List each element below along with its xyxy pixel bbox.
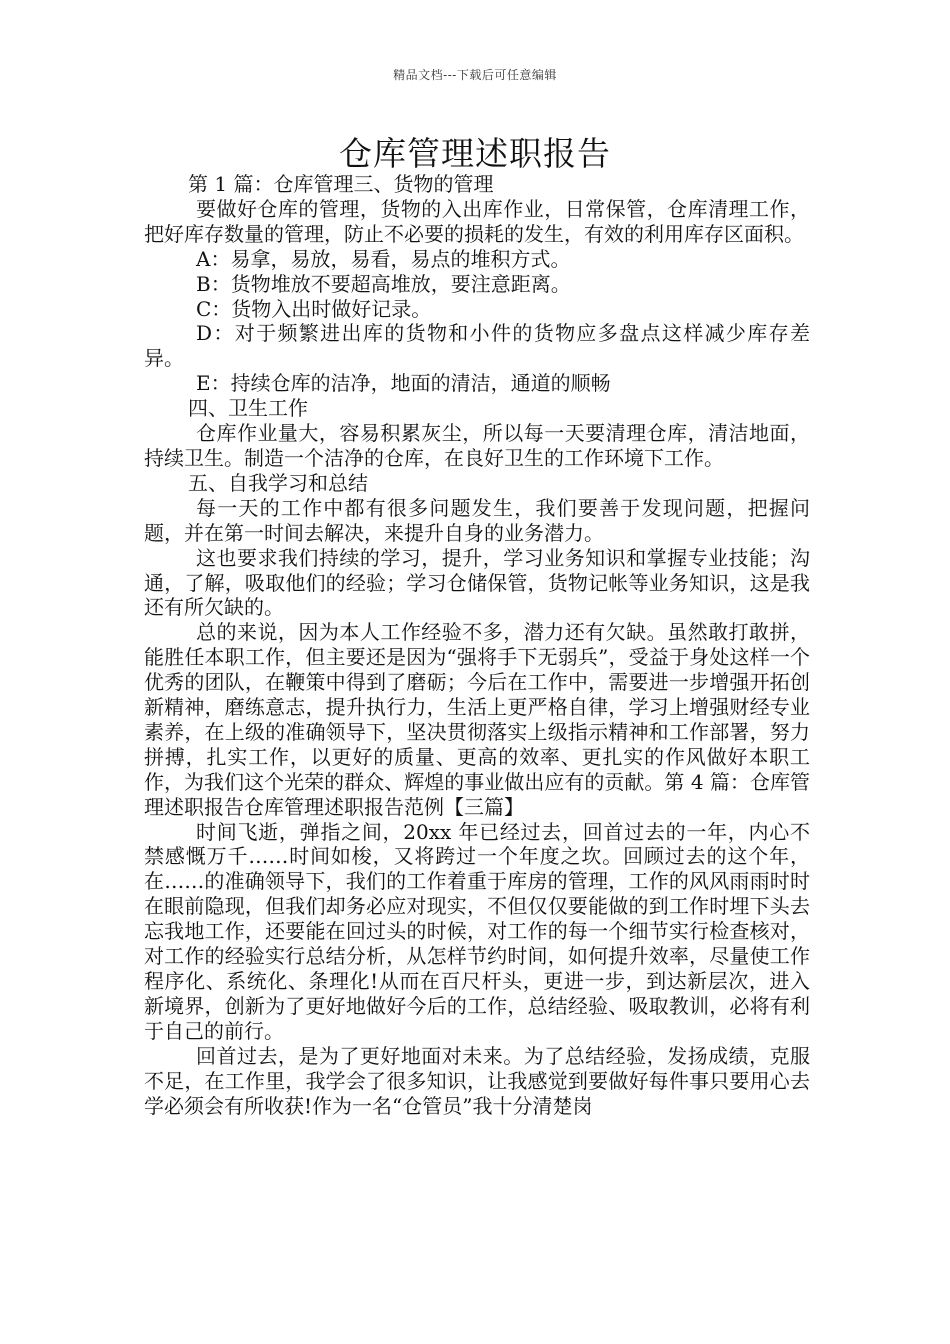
paragraph: 时间飞逝，弹指之间，20xx 年已经过去，回首过去的一年，内心不禁感慨万千……时间如梭，又将跨过一个年度之坎。回顾过去的这个年，在……的准确领导下，我们的工作着重于库房的管理，工作的风风雨雨时时在眼前隐现，但我们却务必应对现实，不但仅仅要能做的到工作时埋下头去忘我地工作，还要能在回过头的时候，对工作的每一个细节实行检查核对，对工作的经验实行总结分析，从怎样节约时间，如何提升效率，尽量使工作程序化、系统化、条理化!从而在百尺杆头，更进一步，到达新层次，进入新境界，创新为了更好地做好今后的工作，总结经验、吸取教训，必将有利于自己的前行。	[144, 819, 810, 1043]
paragraph: 总的来说，因为本人工作经验不多，潜力还有欠缺。虽然敢打敢拼，能胜任本职工作，但主要还是因为“强将手下无弱兵”，受益于身处这样一个优秀的团队，在鞭策中得到了磨砺；今后在工作中，需要进一步增强开拓创新精神，磨练意志，提升执行力，生活上更严格自律，学习上增强财经专业素养，在上级的准确领导下，坚决贯彻落实上级指示精神和工作部署，努力拼搏，扎实工作，以更好的质量、更高的效率、更扎实的作风做好本职工作，为我们这个光荣的群众、辉煌的事业做出应有的贡献。第 4 篇：仓库管理述职报告仓库管理述职报告范例【三篇】	[144, 620, 810, 819]
paragraph: 每一天的工作中都有很多问题发生，我们要善于发现问题，把握问题，并在第一时间去解决，来提升自身的业务潜力。	[144, 495, 810, 545]
paragraph: 要做好仓库的管理，货物的入出库作业，日常保管，仓库清理工作，把好库存数量的管理，防止不必要的损耗的发生，有效的利用库存区面积。	[144, 196, 810, 246]
document-title: 仓库管理述职报告	[339, 134, 611, 173]
list-item: E：持续仓库的洁净，地面的清洁，通道的顺畅	[196, 371, 611, 396]
section-heading: 四、卫生工作	[188, 396, 308, 421]
list-item: A：易拿，易放，易看，易点的堆积方式。	[196, 246, 571, 271]
section-heading: 五、自我学习和总结	[188, 470, 368, 495]
section-heading: 第 1 篇：仓库管理三、货物的管理	[188, 172, 494, 196]
header-note: 精品文档---下载后可任意编辑	[393, 68, 557, 82]
paragraph: 仓库作业量大，容易积累灰尘，所以每一天要清理仓库，清洁地面，持续卫生。制造一个洁净的仓库，在良好卫生的工作环境下工作。	[144, 421, 810, 470]
list-item: C：货物入出时做好记录。	[196, 296, 432, 321]
list-item: B：货物堆放不要超高堆放，要注意距离。	[196, 271, 571, 296]
list-item: D：对于频繁进出库的货物和小件的货物应多盘点这样减少库存差异。	[144, 321, 810, 371]
paragraph: 回首过去，是为了更好地面对未来。为了总结经验，发扬成绩，克服不足，在工作里，我学会了很多知识，让我感觉到要做好每件事只要用心去学必须会有所收获!作为一名“仓管员”我十分清楚岗	[144, 1043, 810, 1118]
paragraph: 这也要求我们持续的学习，提升，学习业务知识和掌握专业技能；沟通，了解，吸取他们的经验；学习仓储保管，货物记帐等业务知识，这是我还有所欠缺的。	[144, 545, 810, 620]
document-body	[144, 172, 810, 1118]
